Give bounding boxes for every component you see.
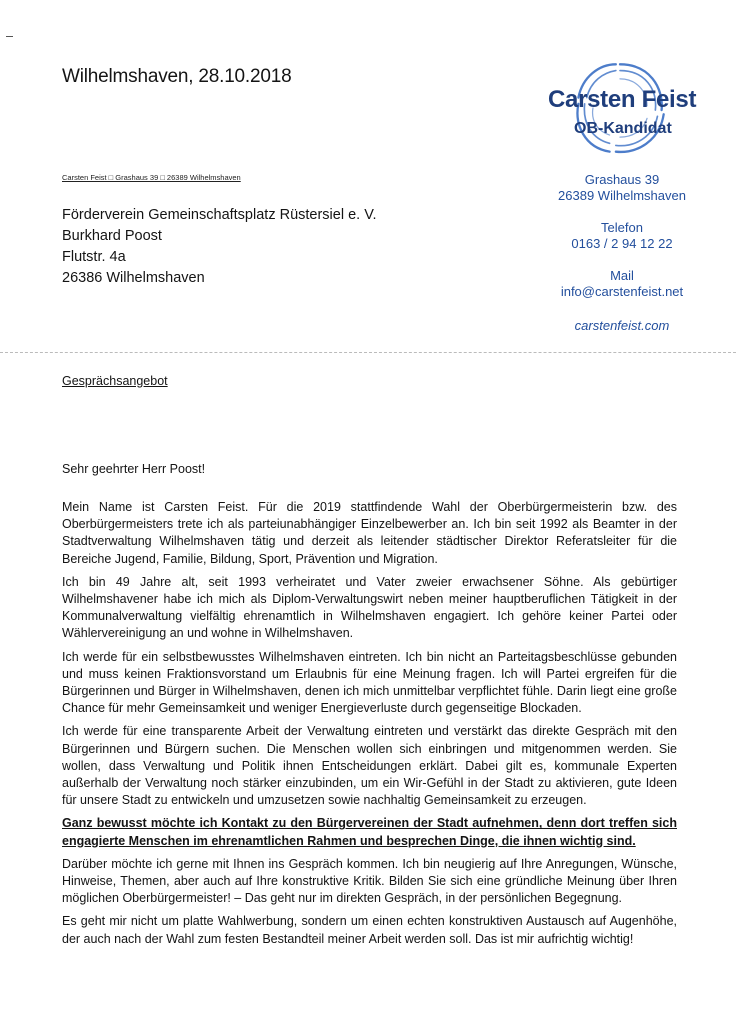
recipient-line: Förderverein Gemeinschaftsplatz Rüstersiel e. V.: [62, 207, 377, 223]
subject-line: Gesprächsangebot: [62, 374, 168, 388]
body-paragraph: Ich bin 49 Jahre alt, seit 1993 verheiratet und Vater zweier erwachsener Söhne. Als gebürtiger Wilhelmshavener habe ich mich als Diplom-Verwaltungswirt neben meiner hauptberuflichen Tätigkeit in der Kommunalverwaltung vielfältig ehrenamtlich in Wilhelmshaven engagiert. Ich gehöre keiner Partei oder Wählervereinigung an und wohne in Wilhelmshaven.: [62, 574, 677, 641]
letter-body: [62, 499, 677, 954]
sender-return-address: Carsten Feist □ Grashaus 39 □ 26389 Wilhelmshaven: [62, 173, 241, 182]
highlighted-paragraph: Ganz bewusst möchte ich Kontakt zu den Bürgervereinen der Stadt aufnehmen, denn dort treffen sich engagierte Menschen im ehrenamtlichen Rahmen und besprechen Dinge, die ihnen wichtig sind.: [62, 816, 677, 848]
body-paragraph: Ich werde für ein selbstbewusstes Wilhelmshaven eintreten. Ich bin nicht an Parteitagsbeschlüsse gebunden und muss keinen Fraktionsvorstand um Erlaubnis für eine Meinung fragen. Ich will Partei ergreifen für die Bürgerinnen und Bürger in Wilhelmshaven, denen ich mich unmittelbar verpflichtet fühle. Darin liegt eine große Chance für mehr Gemeinsamkeit und weniger Energieverluste durch gegenseitige Blockaden.: [62, 649, 677, 716]
recipient-line: Burkhard Poost: [62, 228, 162, 244]
phone-label: Telefon: [601, 220, 643, 235]
fold-line: [0, 352, 736, 353]
contact-street: Grashaus 39: [584, 172, 660, 187]
recipient-address: [62, 205, 377, 289]
phone-number: 0163 / 2 94 12 22: [571, 236, 673, 251]
body-paragraph: Darüber möchte ich gerne mit Ihnen ins Gespräch kommen. Ich bin neugierig auf Ihre Anregungen, Wünsche, Hinweise, Themen, aber auch auf Ihre konstruktive Kritik. Bilden Sie sich eine gründliche Meinung über Ihren möglichen Oberbürgermeister! – Das geht nur im direkten Gespräch, in der persönlichen Begegnung.: [62, 856, 677, 906]
mail-label: Mail: [610, 268, 634, 283]
contact-city: 26389 Wilhelmshaven: [558, 188, 686, 203]
salutation: Sehr geehrter Herr Poost!: [62, 462, 206, 476]
logo-name: Carsten Feist: [548, 86, 697, 113]
page-edge-mark: [6, 36, 13, 37]
recipient-line: Flutstr. 4a: [62, 249, 126, 265]
contact-block: [545, 172, 699, 334]
website: carstenfeist.com: [574, 318, 670, 333]
body-paragraph: Mein Name ist Carsten Feist. Für die 2019 stattfindende Wahl der Oberbürgermeisterin bzw. des Oberbürgermeisters trete ich als parteiunabhängiger Einzelbewerber an. Ich bin seit 1992 als Beamter in der Stadtverwaltung Wilhelmshaven tätig und derzeit als leitender städtischer Direktor Referatsleiter für die Bereiche Jugend, Familie, Bildung, Sport, Prävention und Migration.: [62, 500, 677, 566]
body-paragraph: Ich werde für eine transparente Arbeit der Verwaltung eintreten und verstärkt das direkte Gespräch mit den Bürgerinnen und Bürgern suchen. Die Menschen wollen sich einbringen und mitgenommen werden. Sie wollen, dass Verwaltung und Politik ihnen Entscheidungen erklärt. Dabei gilt es, kommunale Experten außerhalb der Verwaltung noch stärker einzubinden, um ein Wir-Gefühl in der Stadt zu aktivieren, gute Ideen für unsere Stadt zu entwickeln und umzusetzen sowie nachhaltig Gemeinsamkeit zu erzeugen.: [62, 724, 677, 808]
logo-subtitle: OB-Kandidat: [574, 120, 672, 137]
recipient-line: 26386 Wilhelmshaven: [62, 270, 205, 286]
candidate-logo: [540, 62, 720, 158]
body-paragraph: Es geht mir nicht um platte Wahlwerbung, sondern um einen echten konstruktiven Austausch auf Augenhöhe, der auch nach der Wahl zum festen Bestandteil meiner Arbeit werden soll. Das ist mir aufrichtig wichtig!: [62, 914, 677, 946]
place-date: Wilhelmshaven, 28.10.2018: [62, 66, 292, 87]
mail-address: info@carstenfeist.net: [560, 284, 684, 299]
